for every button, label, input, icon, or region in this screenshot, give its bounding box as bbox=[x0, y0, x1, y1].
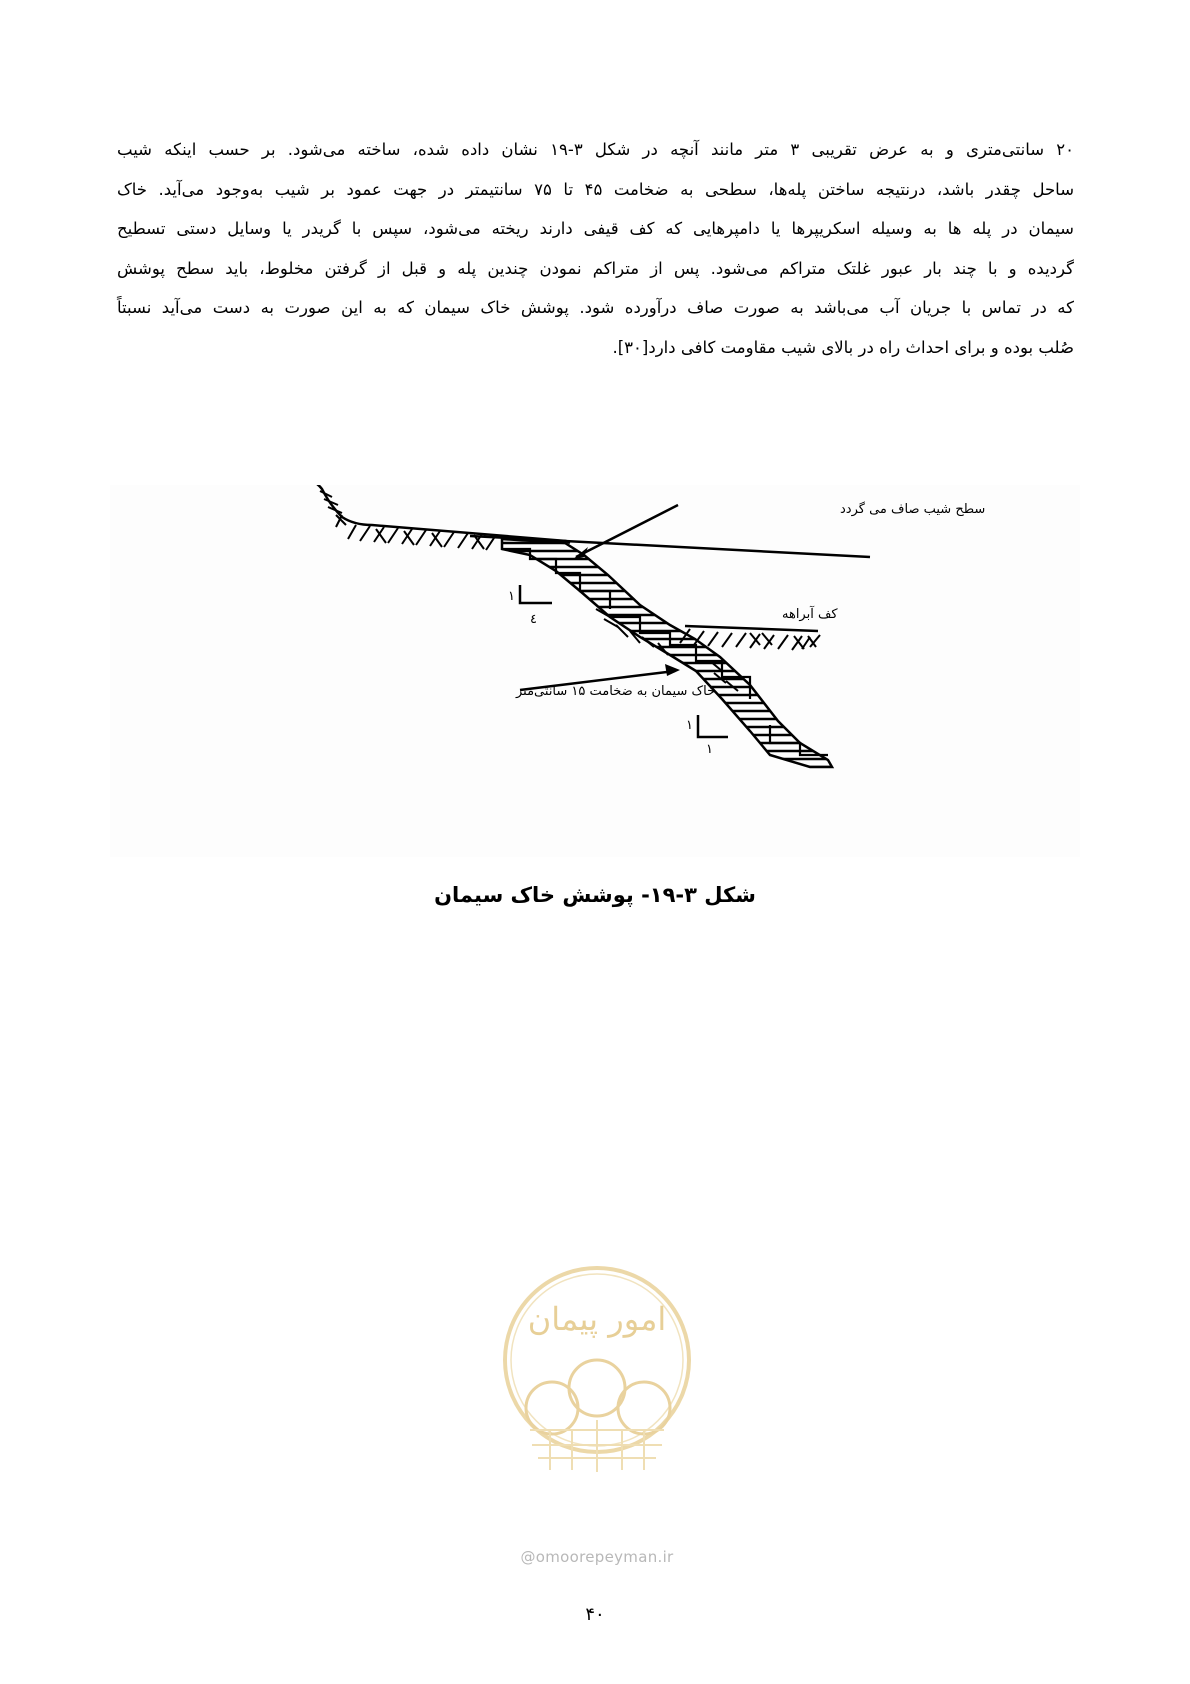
body-line: صُلب بوده و برای احداث راه در بالای شیب مقاومت کافی دارد[۳۰]. bbox=[612, 337, 1074, 357]
body-line: ساحل چقدر باشد، درنتیجه ساختن پله‌ها، سطحی به ضخامت ۴۵ تا ۷۵ سانتیمتر در جهت عمود بر شیب به‌وجود می‌آید. خاک bbox=[117, 179, 1075, 199]
body-paragraph bbox=[117, 130, 1074, 367]
label-channel-bed: کف آبراهه bbox=[782, 607, 838, 622]
label-soil-cement: خاک سیمان به ضخامت ۱۵ سانتی‌متر bbox=[516, 684, 716, 699]
body-line: ۲۰ سانتی‌متری و به عرض تقریبی ۳ متر مانند آنچه در شکل ۳-۱۹ نشان داده شده، ساخته می‌شود. بر حسب اینکه شیب bbox=[117, 140, 1074, 159]
cross-section-final bbox=[110, 485, 1080, 857]
body-line: گردیده و با چند بار عبور غلتک متراکم می‌شود. پس از متراکم نمودن چندین پله و قبل از گرفتن مخلوط، باید سطح پوشش bbox=[117, 258, 1074, 278]
watermark-url: @omoorepeyman.ir bbox=[520, 1548, 674, 1566]
slope-upper-run: ٤ bbox=[530, 612, 537, 627]
body-line: که در تماس با جریان آب می‌باشد به صورت صاف درآورده شود. پوشش خاک سیمان که به این صورت به دست می‌آید نسبتاً bbox=[117, 298, 1074, 317]
label-surface: سطح شیب صاف می گردد bbox=[840, 502, 986, 517]
watermark bbox=[492, 1260, 702, 1566]
body-line: سیمان در پله ها به وسیله اسکریپرها یا دامپرهایی که کف قیفی دارند ریخته می‌شود، سپس با گریدر یا وسایل دستی تسطیح bbox=[117, 219, 1074, 238]
slope-lower-run: ۱ bbox=[706, 742, 713, 757]
figure-caption: شکل ۳-۱۹- پوشش خاک سیمان bbox=[434, 883, 756, 907]
soil-cement-figure bbox=[110, 485, 1080, 857]
slope-lower-rise: ۱ bbox=[686, 718, 693, 733]
watermark-logo-text: امور پیمان bbox=[527, 1300, 667, 1338]
page-number: ۴۰ bbox=[585, 1604, 605, 1625]
watermark-logo bbox=[492, 1260, 702, 1545]
slope-upper-rise: ۱ bbox=[508, 589, 515, 604]
